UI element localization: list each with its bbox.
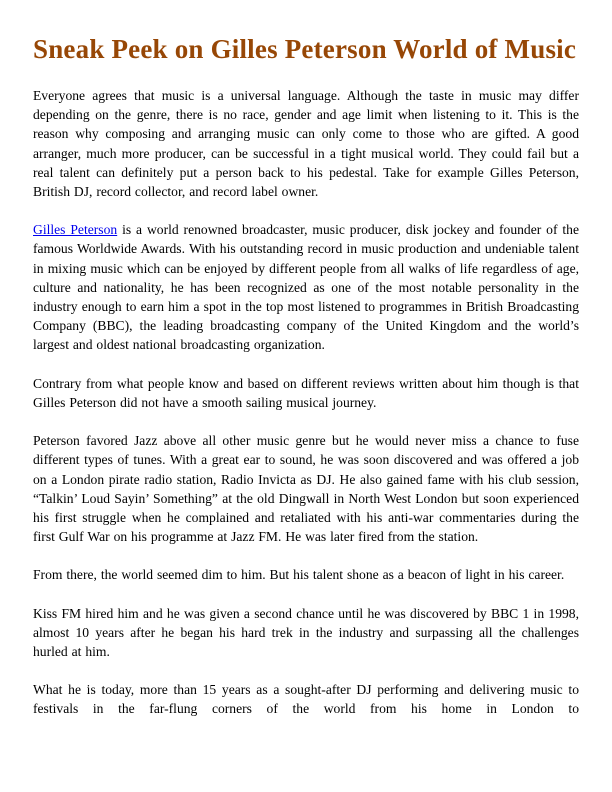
document-content — [33, 34, 579, 719]
paragraph-today-cutoff: What he is today, more than 15 years as a sought-after DJ performing and delivering music to festivals in the far-flung corners of the world from his home in London to — [33, 682, 579, 717]
paragraph-kiss-fm: Kiss FM hired him and he was given a second chance until he was discovered by BBC 1 in 1998, almost 10 years after he began his hard trek in the industry and surpassing all the challenges hurled at him. — [33, 605, 579, 659]
paragraph-jazz-career: Peterson favored Jazz above all other music genre but he would never miss a chance to fuse different types of tunes. With a great ear to sound, he was soon discovered and was offered a job on a London pirate radio station, Radio Invicta as DJ. He also gained fame with his club session, “Talkin’ Loud Sayin’ Something” at the old Dingwall in North West London but soon experienced his first struggle when he complained and retaliated with his anti-war commentaries during the first Gulf War on his programme at Jazz FM. He was later fired from the station. — [33, 433, 579, 545]
paragraph-world-dim: From there, the world seemed dim to him. But his talent shone as a beacon of light in his career. — [33, 567, 565, 583]
paragraph-gilles-bio — [33, 220, 579, 354]
paragraph-gilles-bio-text: is a world renowned broadcaster, music producer, disk jockey and founder of the famous Worldwide Awards. With his outstanding record in music production and undeniable talent in mixing music which can be enjoyed by different people from all walks of life regardless of age, culture and nationality, he has been recognized as one of the most notable personality in the industry enough to earn him a spot in the top most listened to programmes in British Broadcasting Company (BBC), the leading broadcasting company of the United Kingdom and the world’s largest and oldest national broadcasting organization. — [33, 222, 579, 353]
page-title: Sneak Peek on Gilles Peterson World of Music — [33, 34, 577, 64]
paragraph-intro: Everyone agrees that music is a universal language. Although the taste in music may differ depending on the genre, there is no race, gender and age limit when listening to it. This is the reason why composing and arranging music can only come to those who are gifted. A good arranger, much more producer, can be successful in a tight musical world. They could fail but a real talent can definitely put a person back to his pedestal. Take for example Gilles Peterson, British DJ, record collector, and record label owner. — [33, 88, 579, 200]
gilles-peterson-link[interactable]: Gilles Peterson — [33, 222, 118, 238]
paragraph-contrary: Contrary from what people know and based on different reviews written about him though is that Gilles Peterson did not have a smooth sailing musical journey. — [33, 375, 579, 410]
